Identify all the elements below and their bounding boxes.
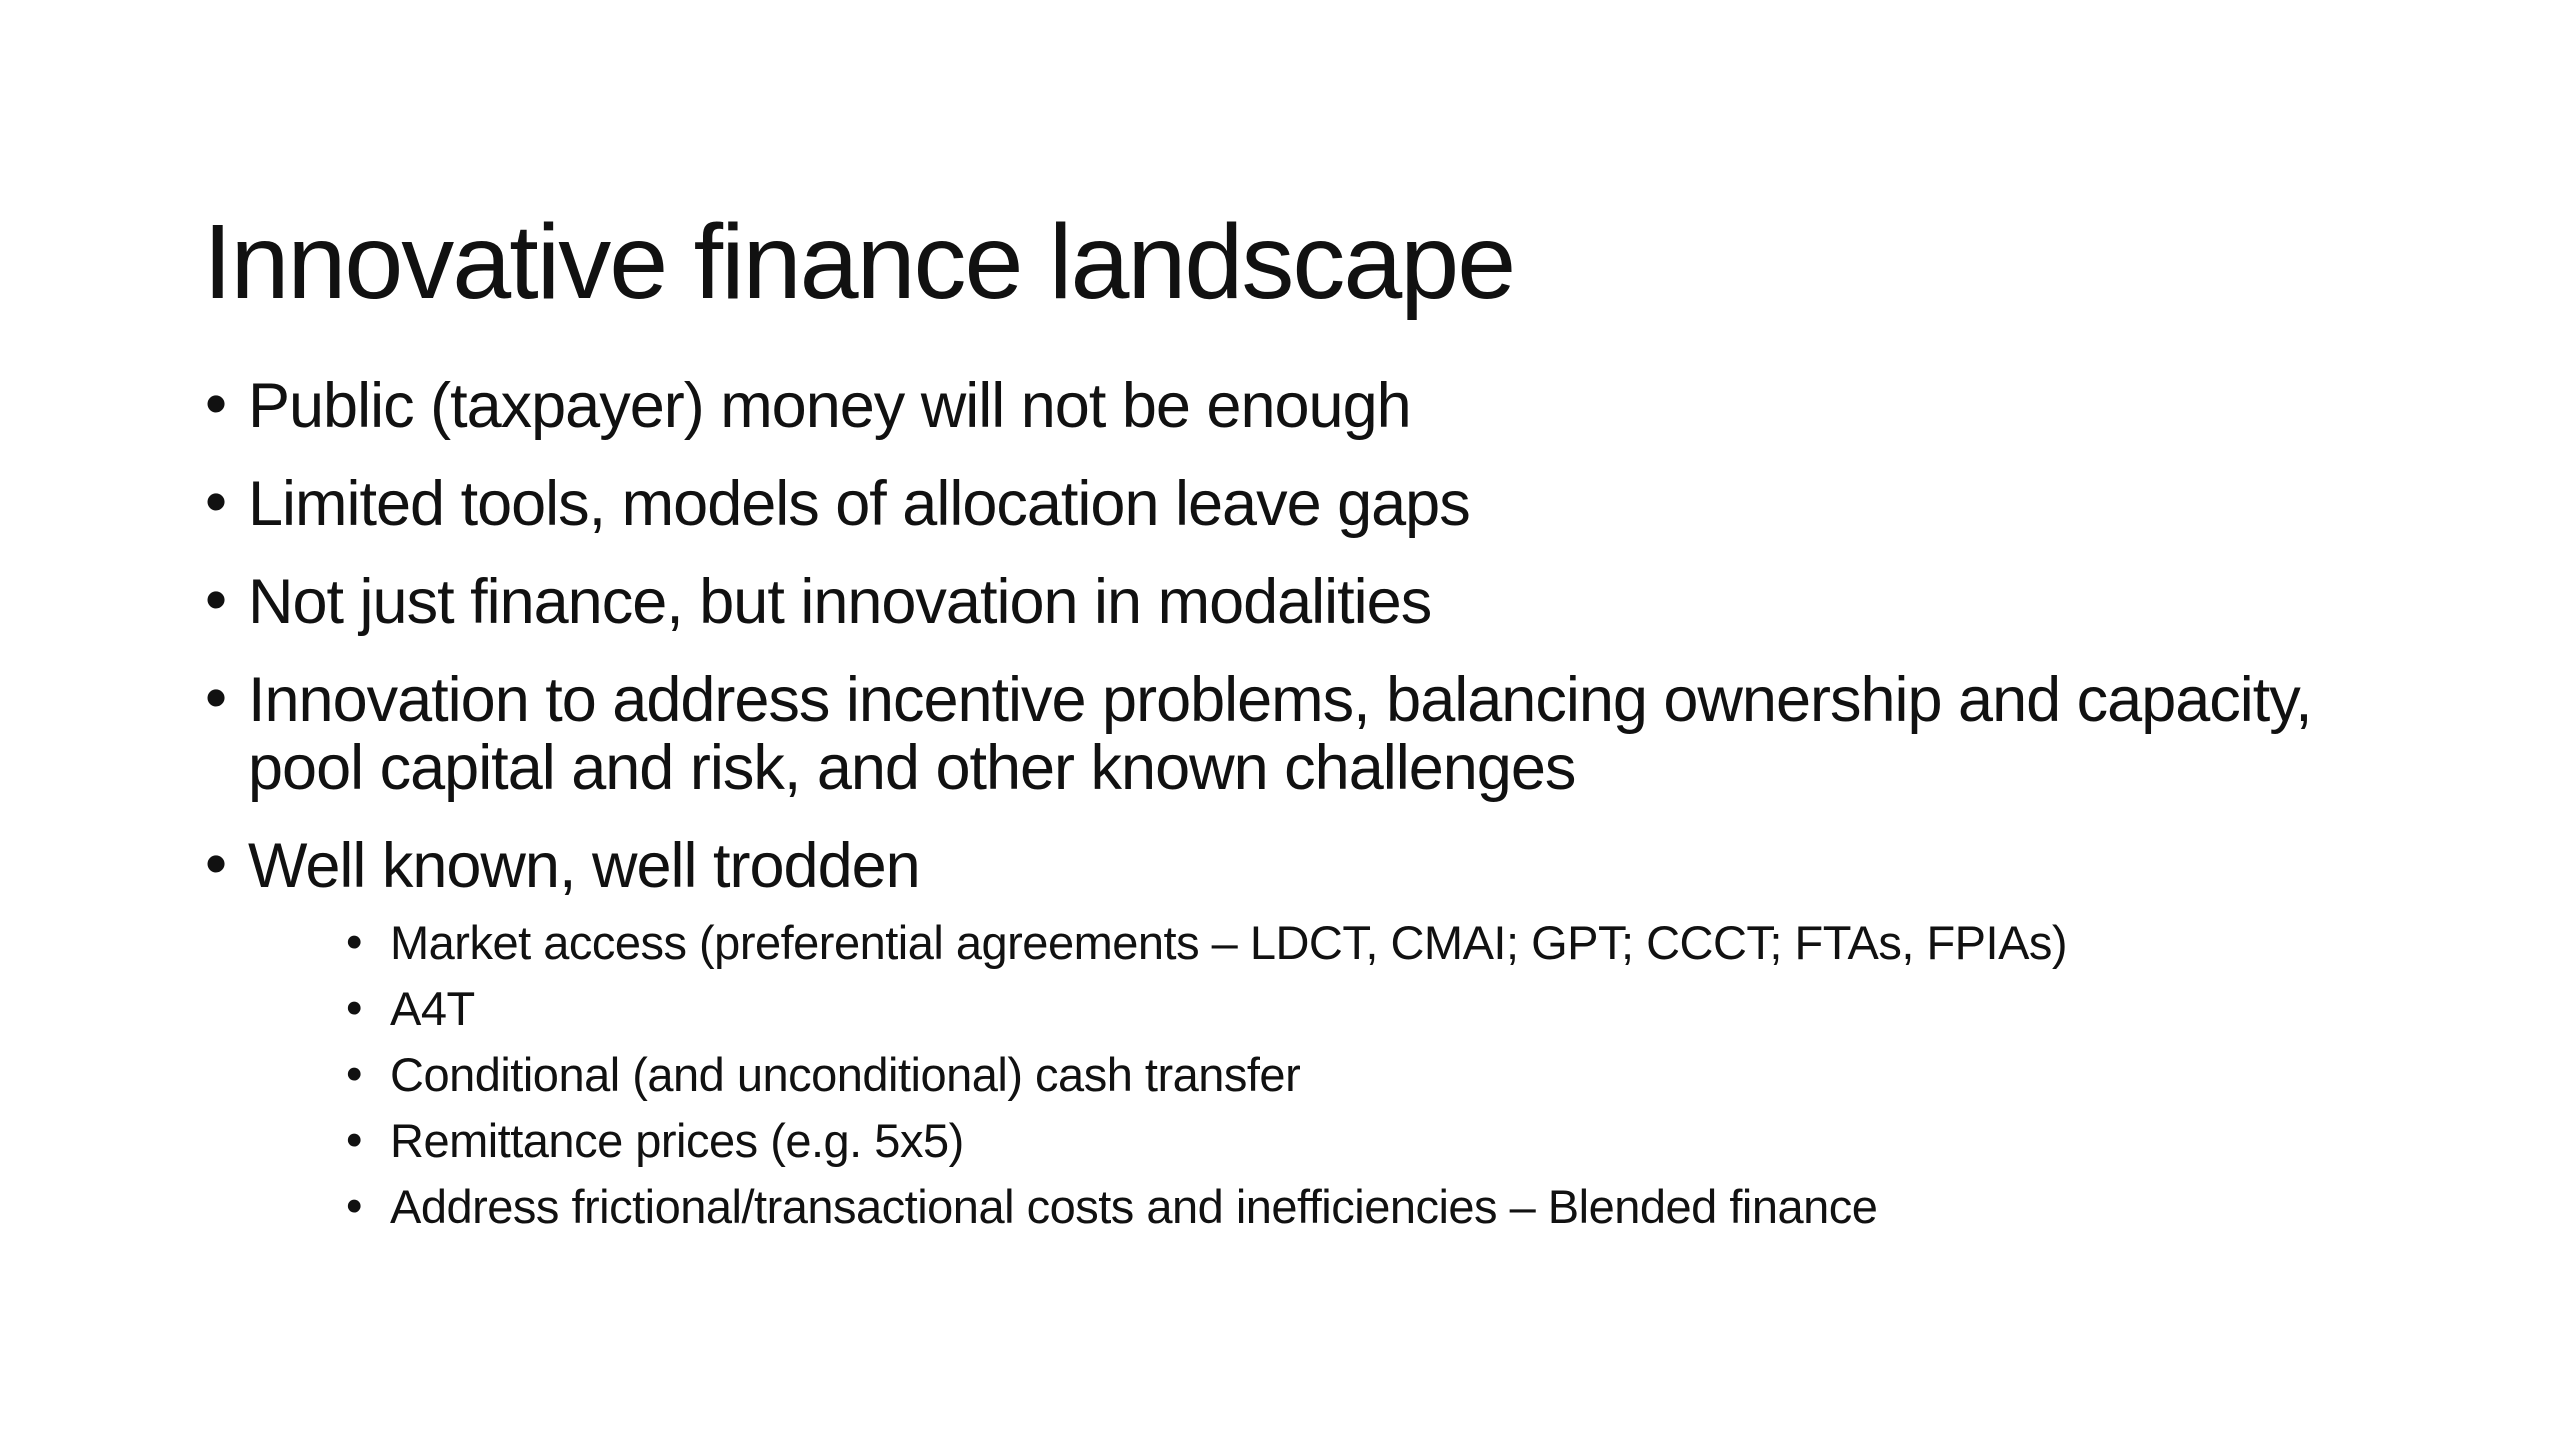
slide-body: [203, 372, 2373, 1270]
bullet-item: • Public (taxpayer) money will not be enough: [203, 372, 2373, 440]
sub-bullet-item: • Conditional (and unconditional) cash transfer: [344, 1042, 2373, 1108]
sub-bullet-list: [248, 910, 2373, 1240]
sub-bullet-item: • A4T: [344, 976, 2373, 1042]
slide-title: Innovative finance landscape: [203, 203, 1515, 322]
bullet-item: [203, 832, 2373, 1240]
sub-bullet-item: • Address frictional/transactional costs and inefficiencies – Blended finance: [344, 1174, 2373, 1240]
bullet-item: • Limited tools, models of allocation leave gaps: [203, 470, 2373, 538]
bullet-item-label: Well known, well trodden: [248, 831, 920, 901]
sub-bullet-item: • Market access (preferential agreements – LDCT, CMAI; GPT; CCCT; FTAs, FPIAs): [344, 910, 2373, 976]
sub-bullet-item: • Remittance prices (e.g. 5x5): [344, 1108, 2373, 1174]
bullet-item: • Not just finance, but innovation in modalities: [203, 568, 2373, 636]
bullet-list: [203, 372, 2373, 1240]
bullet-item: • Innovation to address incentive problems, balancing ownership and capacity, pool capital and risk, and other known challenges: [203, 666, 2373, 802]
